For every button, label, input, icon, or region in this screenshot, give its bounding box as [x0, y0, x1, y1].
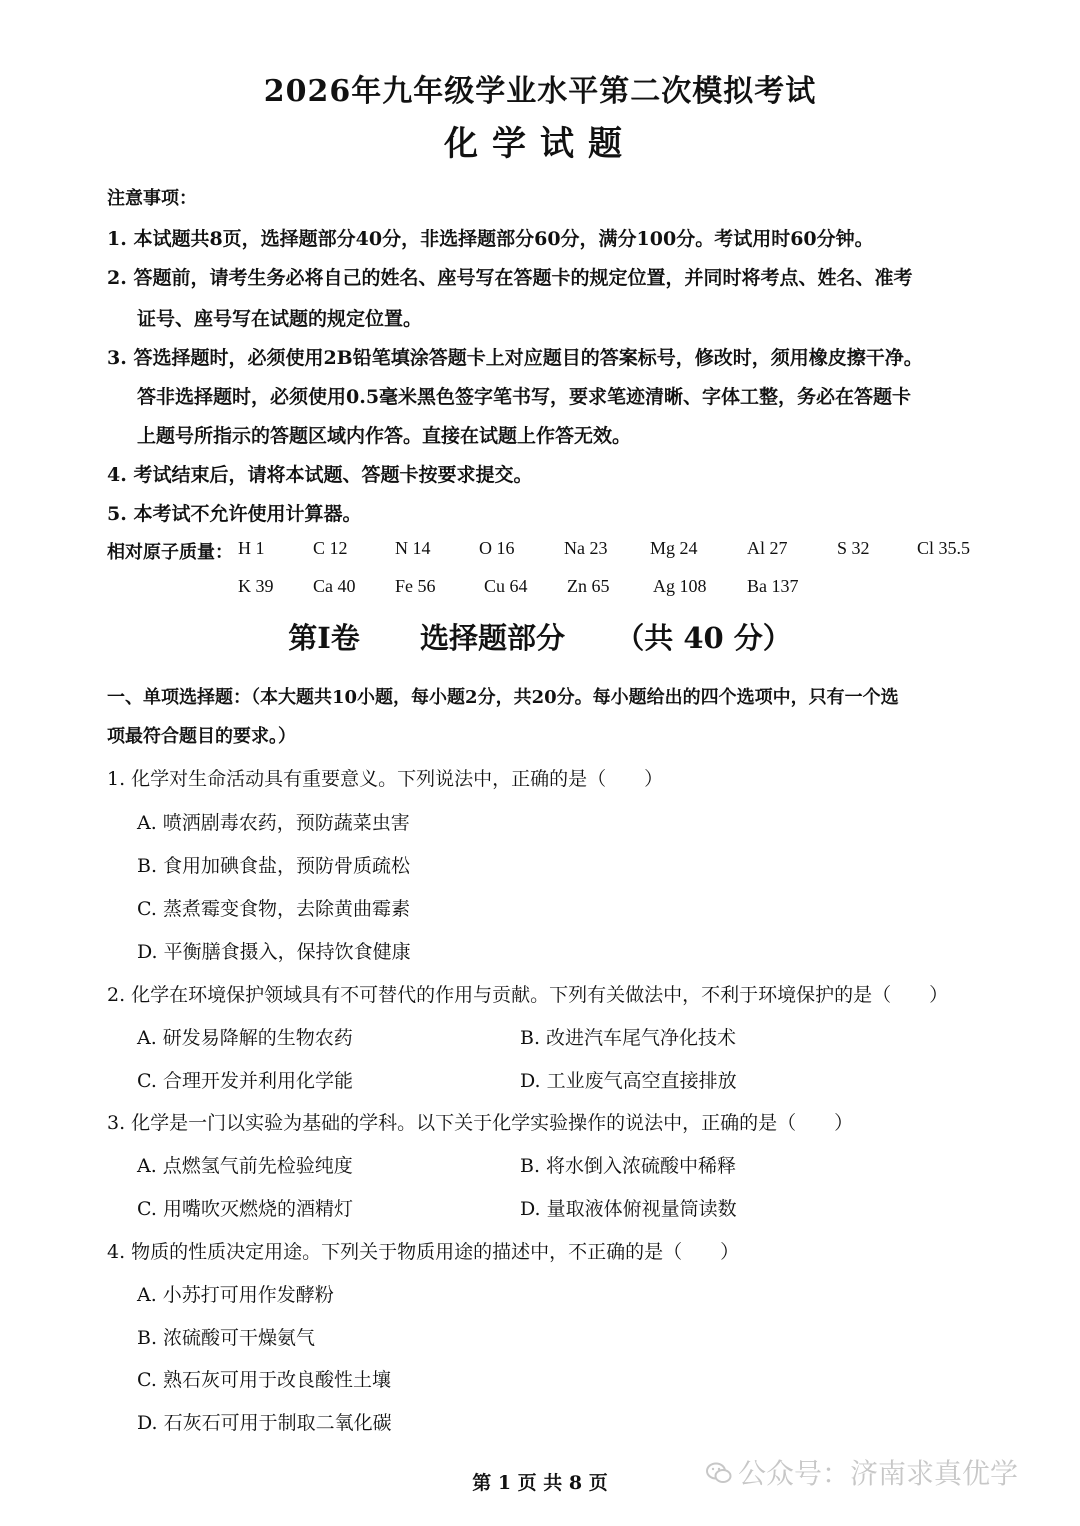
question-option: A. 小苏打可用作发酵粉 [137, 1284, 334, 1306]
watermark-text: 公众号：济南求真优学 [738, 1457, 1019, 1490]
wechat-icon [706, 1460, 732, 1486]
atomic-mass-item: Mg 24 [650, 538, 698, 558]
atomic-mass-item: H 1 [238, 538, 265, 558]
atomic-mass-item: S 32 [837, 538, 870, 558]
notice-heading: 注意事项： [107, 188, 197, 209]
notice-line: 2. 答题前，请考生务必将自己的姓名、座号写在答题卡的规定位置，并同时将考点、姓名、准考 [107, 267, 913, 289]
atomic-mass-item: Cl 35.5 [917, 538, 971, 558]
question-option: B. 将水倒入浓硫酸中稀释 [520, 1155, 737, 1177]
notice-line: 1. 本试题共8页，选择题部分40分，非选择题部分60分，满分100分。考试用时60分钟。 [107, 228, 874, 250]
question-option: A. 研发易降解的生物农药 [137, 1027, 353, 1049]
atomic-mass-item: N 14 [395, 538, 431, 558]
watermark [706, 1452, 1018, 1492]
question-option: C. 蒸煮霉变食物，去除黄曲霉素 [137, 898, 410, 920]
section-part: 第Ⅰ卷 [288, 621, 360, 655]
page-number: 第 1 页 共 8 页 [472, 1472, 608, 1494]
question-stem: 3. 化学是一门以实验为基础的学科。以下关于化学实验操作的说法中，正确的是（ ） [107, 1112, 854, 1134]
question-option: C. 用嘴吹灭燃烧的酒精灯 [137, 1198, 353, 1220]
question-option: A. 喷洒剧毒农药，预防蔬菜虫害 [137, 812, 410, 834]
atomic-mass-item: Fe 56 [395, 576, 436, 596]
question-option: B. 改进汽车尾气净化技术 [520, 1027, 737, 1049]
atomic-mass-item: Ba 137 [747, 576, 799, 596]
atomic-mass-label: 相对原子质量： [107, 542, 233, 563]
question-option: D. 平衡膳食摄入，保持饮食健康 [137, 941, 411, 963]
section-score: （共 40 分） [615, 621, 792, 655]
atomic-mass-item: Cu 64 [484, 576, 528, 596]
question-stem: 1. 化学对生命活动具有重要意义。下列说法中，正确的是（ ） [107, 768, 664, 790]
question-option: D. 工业废气高空直接排放 [520, 1070, 737, 1092]
question-option: D. 石灰石可用于制取二氧化碳 [137, 1412, 392, 1434]
question-option: C. 合理开发并利用化学能 [137, 1070, 353, 1092]
atomic-mass-item: Ca 40 [313, 576, 356, 596]
atomic-mass-item: Ag 108 [653, 576, 707, 596]
notice-line: 上题号所指示的答题区域内作答。直接在试题上作答无效。 [137, 425, 632, 447]
question-option: A. 点燃氢气前先检验纯度 [137, 1155, 353, 1177]
notice-line: 证号、座号写在试题的规定位置。 [137, 308, 423, 330]
atomic-mass-item: Al 27 [747, 538, 788, 558]
question-option: B. 浓硫酸可干燥氨气 [137, 1327, 316, 1349]
section-title [0, 616, 1080, 657]
notice-line: 4. 考试结束后，请将本试题、答题卡按要求提交。 [107, 464, 533, 486]
atomic-mass-item: K 39 [238, 576, 274, 596]
part-heading: 一、单项选择题：（本大题共10小题，每小题2分，共20分。每小题给出的四个选项中，只有一个选 [107, 687, 899, 708]
atomic-mass-item: Na 23 [564, 538, 608, 558]
atomic-mass-item: Zn 65 [567, 576, 610, 596]
question-option: C. 熟石灰可用于改良酸性土壤 [137, 1369, 391, 1391]
notice-line: 5. 本考试不允许使用计算器。 [107, 503, 362, 525]
notice-line: 答非选择题时，必须使用0.5毫米黑色签字笔书写，要求笔迹清晰、字体工整，务必在答题卡 [137, 386, 912, 408]
question-stem: 2. 化学在环境保护领域具有不可替代的作用与贡献。下列有关做法中，不利于环境保护的是（ ） [107, 984, 949, 1006]
part-heading: 项最符合题目的要求。） [107, 726, 296, 747]
atomic-mass-item: O 16 [479, 538, 515, 558]
notice-line: 3. 答选择题时，必须使用2B铅笔填涂答题卡上对应题目的答案标号，修改时，须用橡皮擦干净。 [107, 347, 923, 369]
section-name: 选择题部分 [420, 621, 566, 655]
question-option: B. 食用加碘食盐，预防骨质疏松 [137, 855, 411, 877]
exam-title: 2026年九年级学业水平第二次模拟考试 [263, 74, 817, 109]
subject-title: 化学试题 [444, 124, 636, 164]
question-stem: 4. 物质的性质决定用途。下列关于物质用途的描述中，不正确的是（ ） [107, 1241, 740, 1263]
atomic-mass-item: C 12 [313, 538, 348, 558]
question-option: D. 量取液体俯视量筒读数 [520, 1198, 737, 1220]
